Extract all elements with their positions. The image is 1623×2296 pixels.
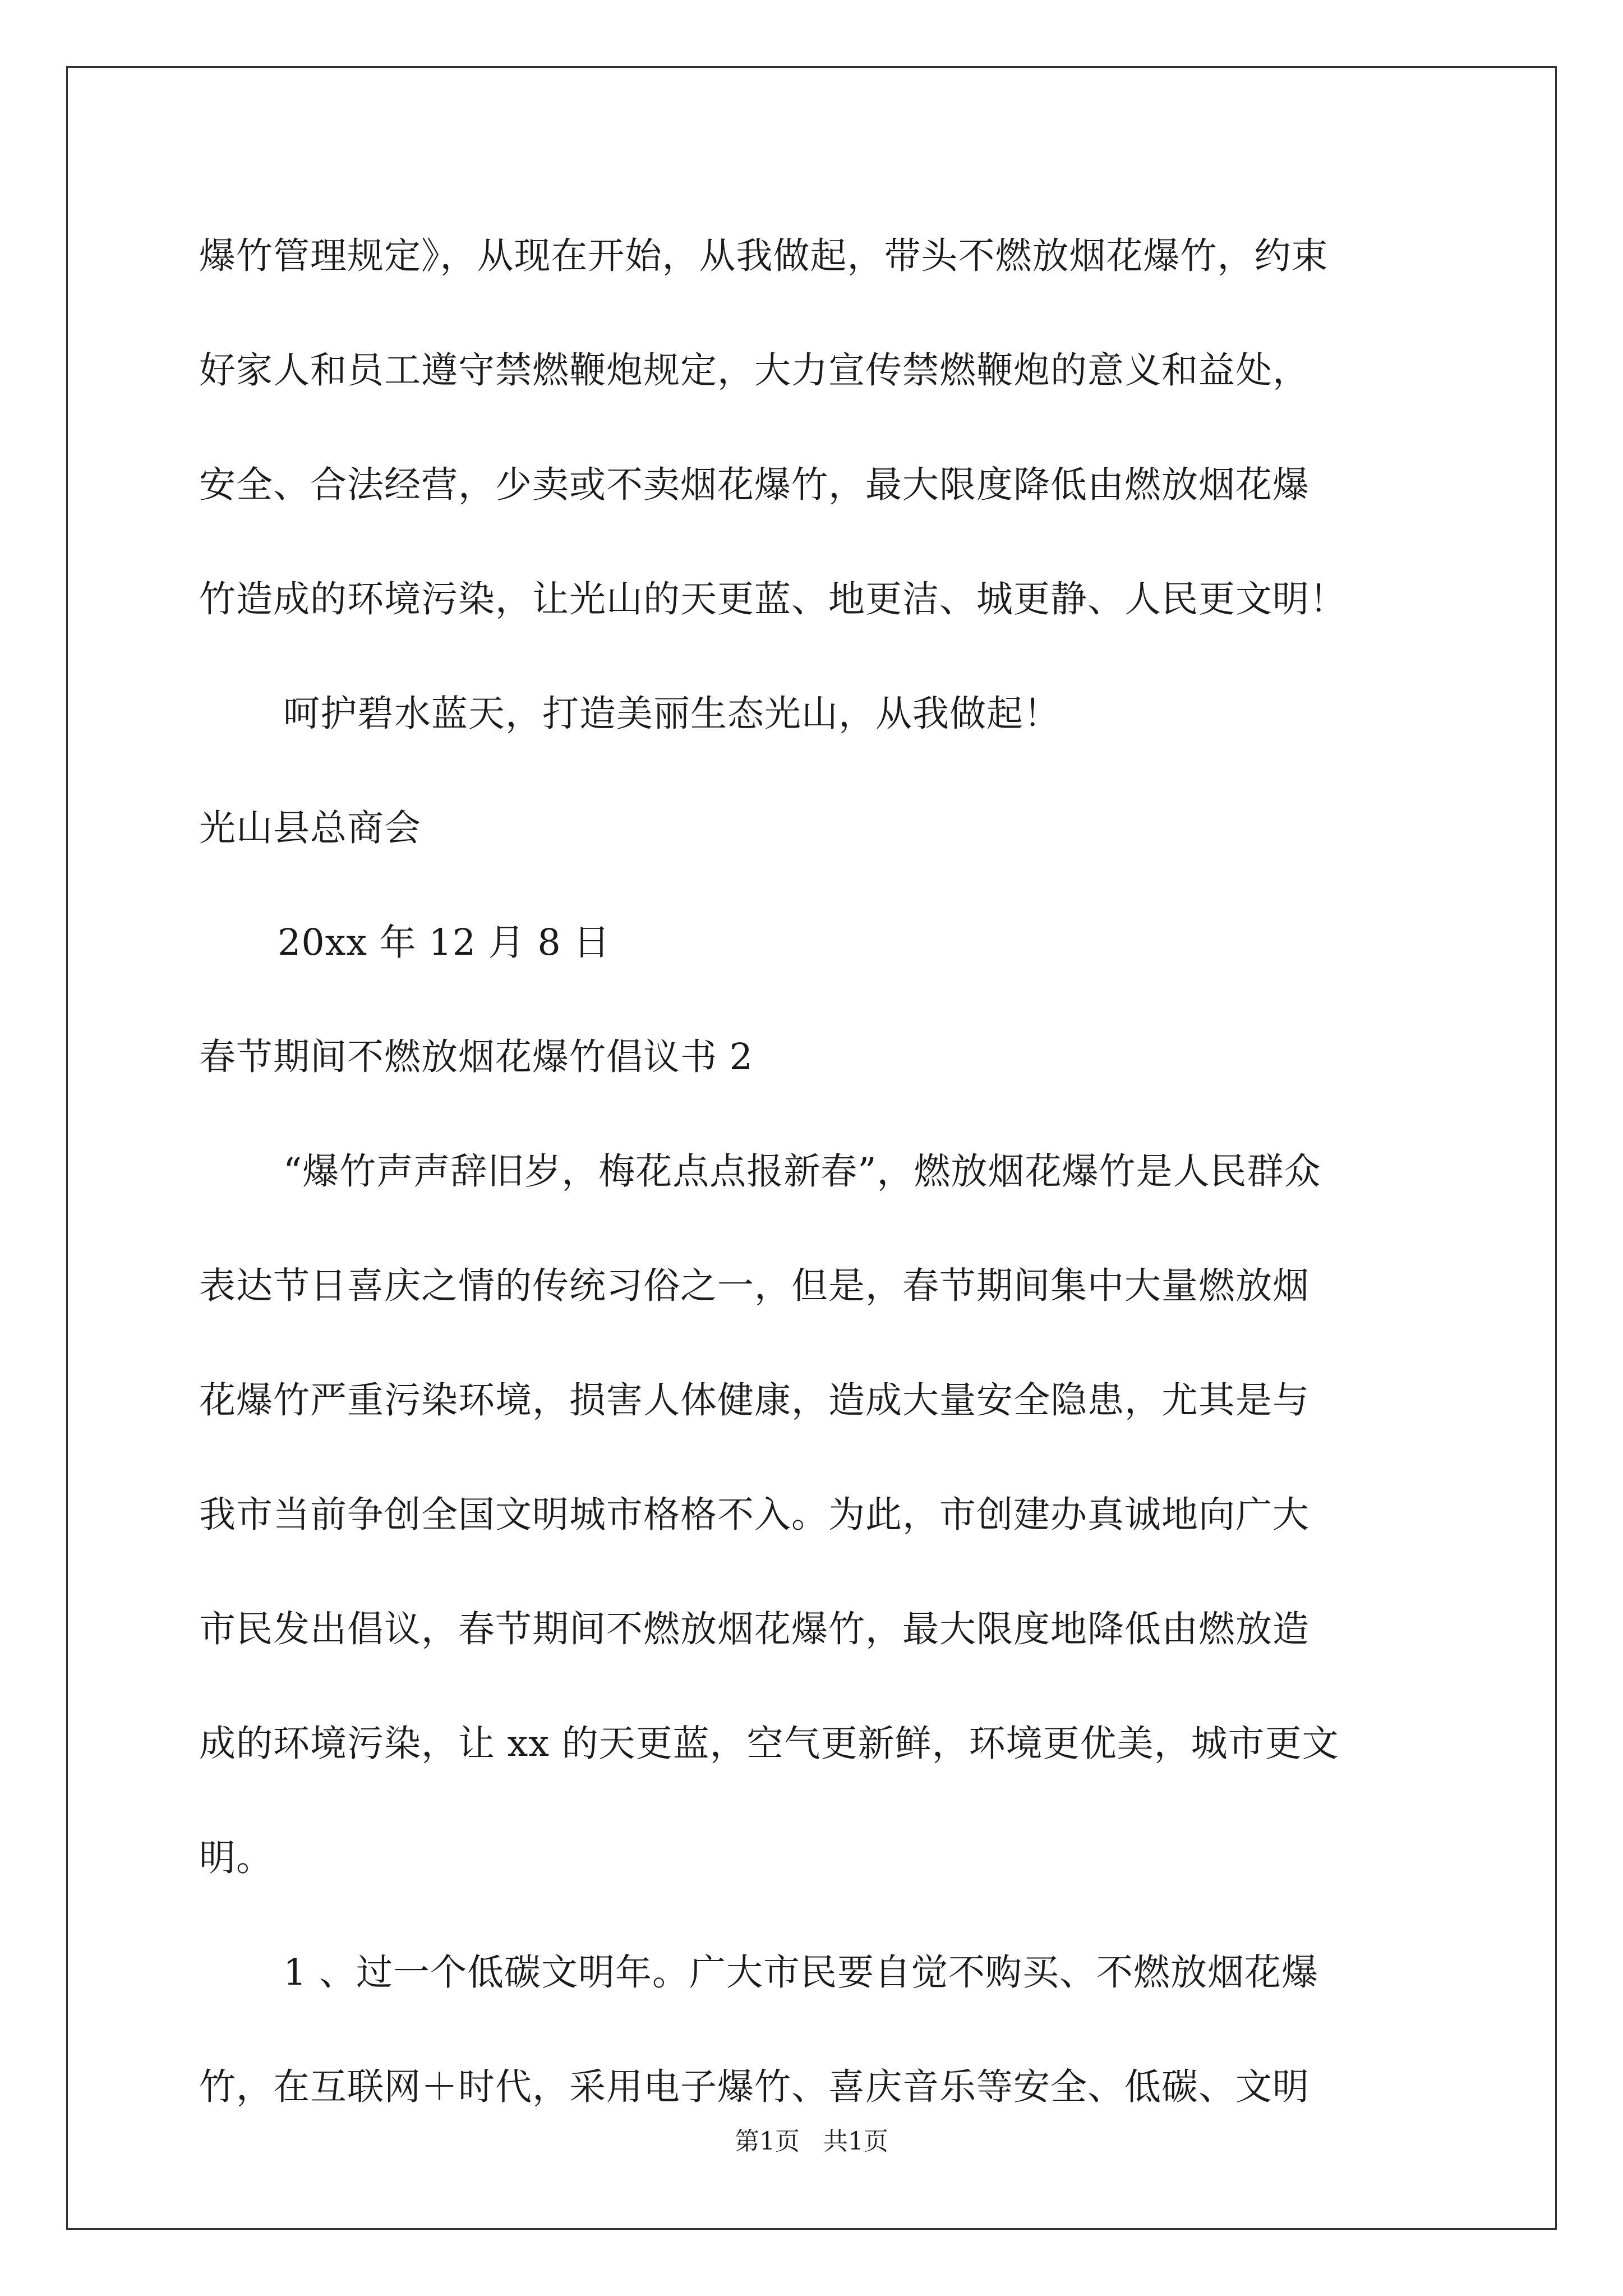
text-line: 爆竹管理规定》，从现在开始，从我做起，带头不燃放烟花爆竹，约束 xyxy=(199,235,1329,277)
text-line: 竹造成的环境污染，让光山的天更蓝、地更洁、城更静、人民更文明！ xyxy=(199,578,1347,620)
document-body xyxy=(199,199,1427,2145)
text-line: 市民发出倡议，春节期间不燃放烟花爆竹，最大限度地降低由燃放造 xyxy=(199,1608,1310,1650)
text-line: 好家人和员工遵守禁燃鞭炮规定，大力宣传禁燃鞭炮的意义和益处， xyxy=(199,349,1310,392)
text-line: 明。 xyxy=(199,1837,274,1879)
page-footer xyxy=(0,2125,1623,2159)
list-item: 1 、过一个低碳文明年。广大市民要自觉不购买、不燃放烟花爆 xyxy=(283,1952,1319,1994)
section-title: 春节期间不燃放烟花爆竹倡议书 2 xyxy=(199,1036,754,1078)
text-line: 呵护碧水蓝天，打造美丽生态光山，从我做起！ xyxy=(283,693,1061,735)
text-line: 我市当前争创全国文明城市格格不入。为此，市创建办真诚地向广大 xyxy=(199,1494,1310,1536)
page-number: 第1页 共1页 xyxy=(735,2127,888,2156)
text-line: “爆竹声声辞旧岁，梅花点点报新春”，燃放烟花爆竹是人民群众 xyxy=(283,1151,1321,1193)
text-line: 表达节日喜庆之情的传统习俗之一，但是，春节期间集中大量燃放烟 xyxy=(199,1265,1310,1307)
signature-org: 光山县总商会 xyxy=(199,807,422,849)
text-line: 安全、合法经营，少卖或不卖烟花爆竹，最大限度降低由燃放烟花爆 xyxy=(199,464,1310,506)
signature-date: 20xx 年 12 月 8 日 xyxy=(278,922,611,964)
text-line: 竹，在互联网＋时代，采用电子爆竹、喜庆音乐等安全、低碳、文明 xyxy=(199,2066,1310,2108)
text-line: 成的环境污染，让 xx 的天更蓝，空气更新鲜，环境更优美，城市更文 xyxy=(199,1723,1339,1765)
text-line: 花爆竹严重污染环境，损害人体健康，造成大量安全隐患，尤其是与 xyxy=(199,1379,1310,1421)
